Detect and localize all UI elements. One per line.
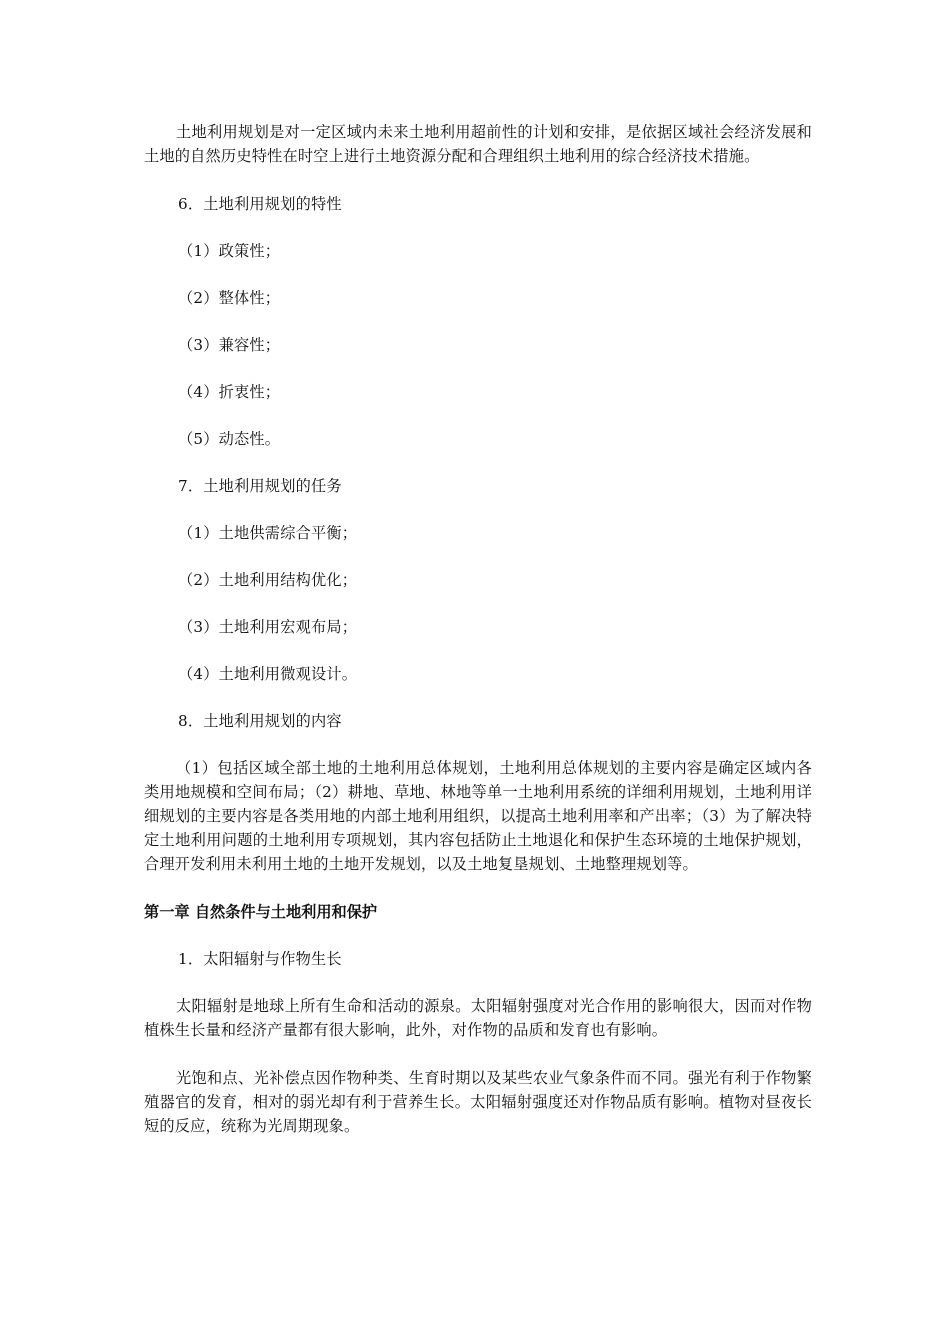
section-7-item-2: （2）土地利用结构优化； xyxy=(178,571,358,589)
chapter-1-paragraph-1: 太阳辐射是地球上所有生命和活动的源泉。太阳辐射强度对光合作用的影响很大，因而对作物植株生长量和经济产量都有很大影响，此外，对作物的品质和发育也有影响。 xyxy=(144,997,812,1039)
section-7-title: 7．土地利用规划的任务 xyxy=(178,477,342,495)
section-6-item-5: （5）动态性。 xyxy=(178,430,281,448)
section-6-item-2: （2）整体性； xyxy=(178,289,281,307)
section-6-item-3: （3）兼容性； xyxy=(178,336,281,354)
chapter-1-heading: 第一章 自然条件与土地利用和保护 xyxy=(144,903,378,921)
section-6-item-4: （4）折衷性； xyxy=(178,383,281,401)
section-7-item-4: （4）土地利用微观设计。 xyxy=(178,665,358,683)
section-7-item-1: （1）土地供需综合平衡； xyxy=(178,524,358,542)
document-page xyxy=(144,120,812,1138)
section-7-item-3: （3）土地利用宏观布局； xyxy=(178,618,358,636)
section-8-title: 8．土地利用规划的内容 xyxy=(178,712,342,730)
section-6-item-1: （1）政策性； xyxy=(178,242,281,260)
chapter-1-paragraph-2: 光饱和点、光补偿点因作物种类、生育时期以及某些农业气象条件而不同。强光有利于作物繁殖器官的发育，相对的弱光却有利于营养生长。太阳辐射强度还对作物品质有影响。植物对昼夜长短的反应，统称为光周期现象。 xyxy=(144,1069,812,1135)
section-8-body: （1）包括区域全部土地的土地利用总体规划，土地利用总体规划的主要内容是确定区域内各类用地规模和空间布局；（2）耕地、草地、林地等单一土地利用系统的详细利用规划，土地利用详细规划的主要内容是各类用地的内部土地利用组织，以提高土地利用率和产出率；（3）为了解决特定土地利用问题的土地利用专项规划，其内容包括防止土地退化和保护生态环境的土地保护规划，合理开发利用未利用土地的土地开发规划，以及土地复垦规划、土地整理规划等。 xyxy=(144,759,812,873)
chapter-1-subtitle: 1．太阳辐射与作物生长 xyxy=(178,950,342,968)
intro-paragraph: 土地利用规划是对一定区域内未来土地利用超前性的计划和安排，是依据区域社会经济发展和土地的自然历史特性在时空上进行土地资源分配和合理组织土地利用的综合经济技术措施。 xyxy=(144,123,812,165)
section-6-title: 6．土地利用规划的特性 xyxy=(178,195,342,213)
